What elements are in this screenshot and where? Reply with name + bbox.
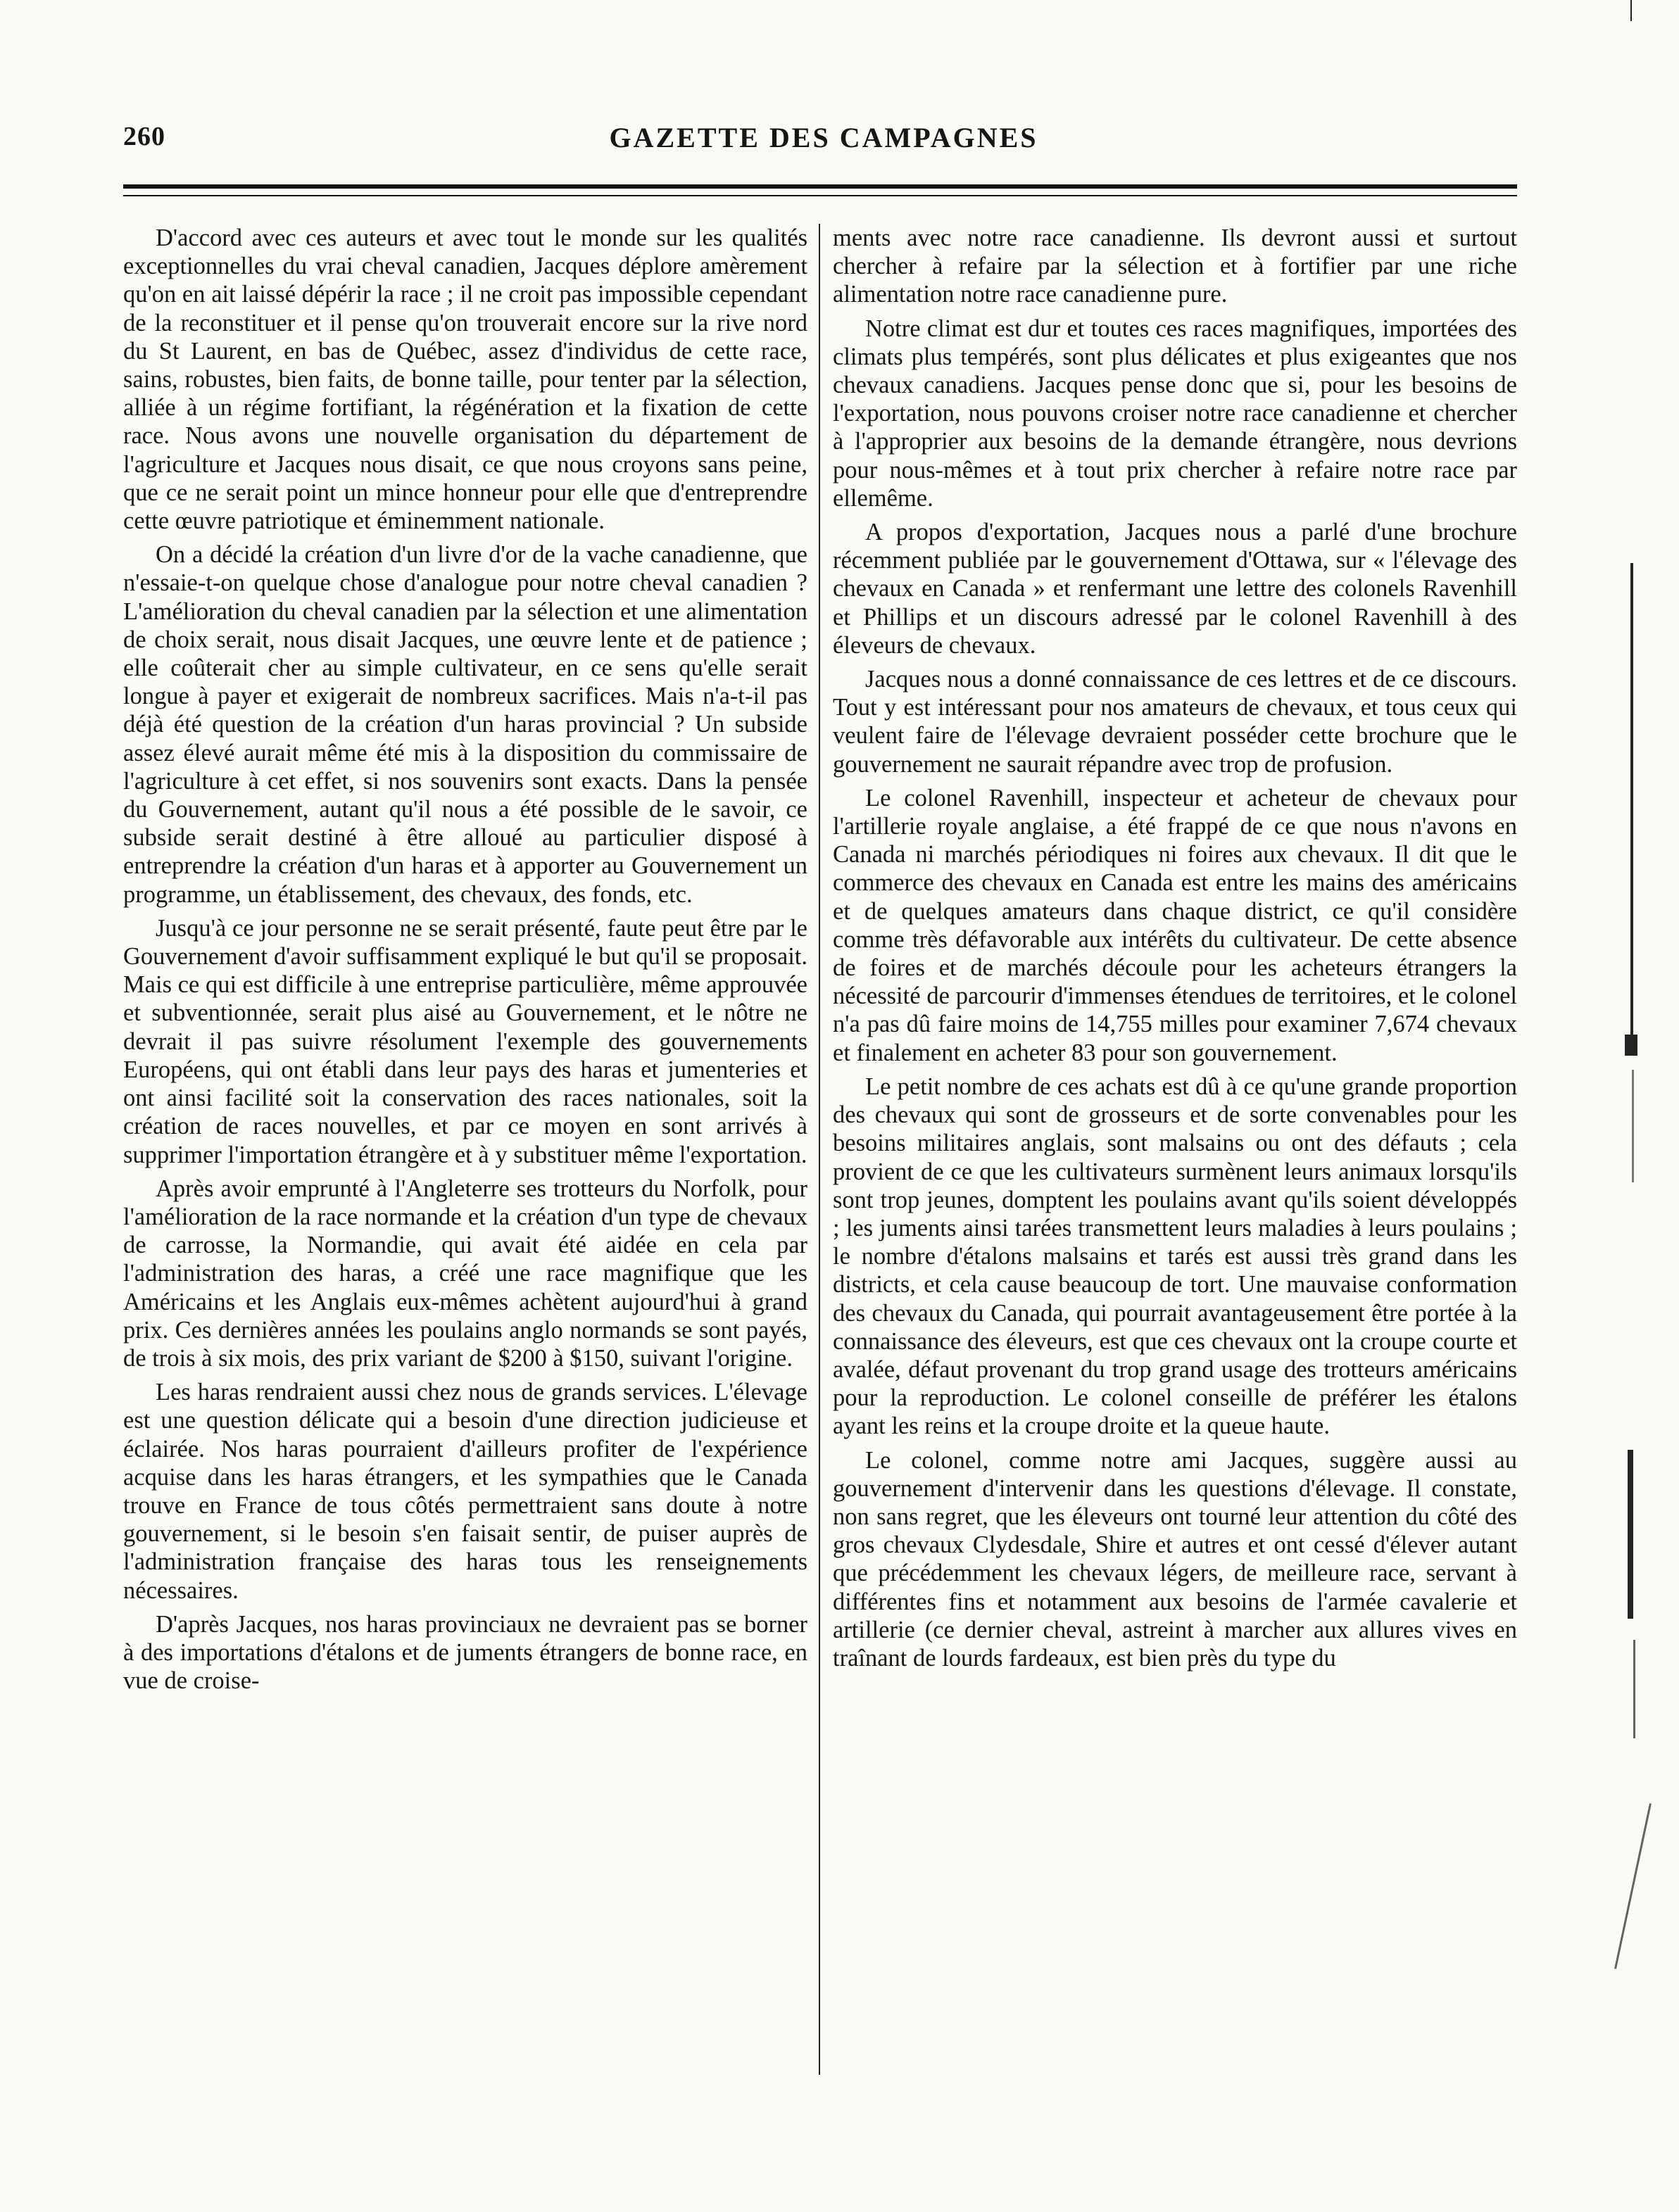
left-column (123, 224, 807, 2075)
left-paragraph-6: D'après Jacques, nos haras provinciaux ne devraient pas se borner à des importations d'étalons et de juments étrangers de bonne race, en vue de croise- (123, 1610, 807, 1695)
left-paragraph-2: On a décidé la création d'un livre d'or de la vache canadienne, que n'essaie-t-on quelque chose d'analogue pour notre cheval canadien ? L'amélioration du cheval canadien par la sélection et une alimentation de choix serait, nous disait Jacques, une œuvre lente et de patience ; elle coûterait cher au simple cultivateur, en ce sens qu'elle serait longue à payer et exigerait de nombreux sacrifices. Mais n'a-t-il pas déjà été question de la création d'un haras provincial ? Un subside assez élevé aurait même été mis à la disposition du commissaire de l'agriculture à cet effet, si nos souvenirs sont exacts. Dans la pensée du Gouvernement, autant qu'il nous a été possible de le savoir, ce subside serait destiné à être alloué au particulier disposé à entreprendre la création d'un haras et à apporter au Gouvernement un programme, un établissement, des chevaux, des fonds, etc. (123, 541, 807, 908)
page-number: 260 (123, 122, 165, 151)
left-paragraph-5: Les haras rendraient aussi chez nous de grands services. L'élevage est une question délicate qui a besoin d'une direction judicieuse et éclairée. Nos haras pourraient d'ailleurs profiter de l'expérience acquise dans les haras étrangers, et les sympathies que le Canada trouve en France de tous côtés permettraient sans doute à notre gouvernement, si le besoin s'en faisait sentir, de puiser auprès de l'administration française des haras tous les renseignements nécessaires. (123, 1379, 807, 1604)
margin-mark (1628, 1450, 1633, 1619)
header-rule-thin (123, 195, 1517, 196)
left-paragraph-4: Après avoir emprunté à l'Angleterre ses trotteurs du Norfolk, pour l'amélioration de la race normande et la création d'un type de chevaux de carrosse, la Normandie, qui avait été aidée en cela par l'administration des haras, a créé une race magnifique que les Américains et les Anglais eux-mêmes achètent aujourd'hui à grand prix. Ces dernières années les poulains anglo normands se sont payés, de trois à six mois, des prix variant de $200 à $150, suivant l'origine. (123, 1175, 807, 1372)
right-column (833, 224, 1517, 2075)
right-paragraph-4: Jacques nous a donné connaissance de ces lettres et de ce discours. Tout y est intéressant pour nos amateurs de chevaux, et tous ceux qui veulent faire de l'élevage devraient posséder cette brochure que le gouvernement ne saurait répandre avec trop de profusion. (833, 666, 1517, 778)
right-paragraph-6: Le petit nombre de ces achats est dû à ce qu'une grande proportion des chevaux qui sont de grosseurs et de sorte convenables pour les besoins militaires anglais, sont malsains ou ont des défauts ; cela provient de ce que les cultivateurs surmènent leurs animaux lorsqu'ils sont trop jeunes, domptent les poulains avant qu'ils soient développés ; les juments ainsi tarées transmettent leurs maladies à leurs poulains ; le nombre d'étalons malsains et tarés est aussi très grand dans les districts, et cela cause beaucoup de tort. Une mauvaise conformation des chevaux du Canada, qui pourrait avantageusement être portée à la connaissance des éleveurs, est que ces chevaux ont la croupe courte et avalée, défaut provenant du trop grand usage des trotteurs américains pour la reproduction. Le colonel conseille de préférer les étalons ayant les reins et la croupe droite et la queue haute. (833, 1073, 1517, 1440)
right-paragraph-3: A propos d'exportation, Jacques nous a parlé d'une brochure récemment publiée par le gouvernement d'Ottawa, sur « l'élevage des chevaux en Canada » et renfermant une lettre des colonels Ravenhill et Phillips et un discours adressé par le colonel Ravenhill à des éleveurs de chevaux. (833, 519, 1517, 659)
margin-mark (1625, 1035, 1637, 1056)
right-paragraph-2: Notre climat est dur et toutes ces races magnifiques, importées des climats plus tempérés, sont plus délicates et plus exigeantes que nos chevaux canadiens. Jacques pense donc que si, pour les besoins de l'exportation, nous pouvons croiser notre race canadienne et chercher à l'approprier aux besoins de la demande étrangère, nous devrions pour nous-mêmes et à tout prix chercher à refaire notre race par ellemême. (833, 315, 1517, 512)
left-paragraph-1: D'accord avec ces auteurs et avec tout le monde sur les qualités exceptionnelles du vrai cheval canadien, Jacques déplore amèrement qu'on en ait laissé dépérir la race ; il ne croit pas impossible cependant de la reconstituer et il pense qu'on trouverait encore sur la rive nord du St Laurent, en bas de Québec, assez d'individus de cette race, sains, robustes, bien faits, de bonne taille, pour tenter par la sélection, alliée à un régime fortifiant, la régénération et la fixation de cette race. Nous avons une nouvelle organisation du département de l'agriculture et Jacques nous disait, ce que nous croyons sans peine, que ce ne serait point un mince honneur pour elle que d'entreprendre cette œuvre patriotique et éminemment nationale. (123, 225, 807, 535)
right-paragraph-1: ments avec notre race canadienne. Ils devront aussi et surtout chercher à refaire par la sélection et à fortifier par une riche alimentation notre race canadienne pure. (833, 225, 1517, 308)
margin-mark (1614, 1803, 1652, 1968)
margin-mark (1630, 0, 1632, 21)
left-paragraph-3: Jusqu'à ce jour personne ne se serait présenté, faute peut être par le Gouvernement d'avoir suffisamment expliqué le but qu'il se proposait. Mais ce qui est difficile à une entreprise particulière, même approuvée et subventionnée, serait plus aisé au Gouvernement, et le nôtre ne devrait il pas suivre résolument l'exemple des gouvernements Européens, qui ont établi dans leur pays des haras et jumenteries et ont ainsi facilité soit la conservation des races nationales, soit la création de races nouvelles, et par ce moyen en sont arrivés à supprimer l'importation étrangère et à y substituer même l'exportation. (123, 914, 807, 1168)
margin-mark (1633, 1640, 1635, 1738)
column-divider (819, 224, 820, 2075)
margin-mark (1632, 1070, 1634, 1182)
right-paragraph-5: Le colonel Ravenhill, inspecteur et acheteur de chevaux pour l'artillerie royale anglaise, a été frappé de ce que nous n'avons en Canada ni marchés périodiques ni foires aux chevaux. Il dit que le commerce des chevaux en Canada est entre les mains des américains et de quelques amateurs dans chaque district, ce qu'il considère comme très défavorable aux intérêts du cultivateur. De cette absence de foires et de marchés découle pour les acheteurs étrangers la nécessité de parcourir d'immenses étendues de territoires, et le colonel n'a pas dû faire moins de 14,755 milles pour examiner 7,674 chevaux et finalement en acheter 83 pour son gouvernement. (833, 784, 1517, 1066)
running-title: GAZETTE DES CAMPAGNES (609, 122, 1038, 153)
right-paragraph-7: Le colonel, comme notre ami Jacques, suggère aussi au gouvernement d'intervenir dans les questions d'élevage. Il constate, non sans regret, que les éleveurs ont tourné leur attention du côté des gros chevaux Clydesdale, Shire et autres et ont cessé d'élever autant que précédemment les chevaux légers, de meilleure race, servant à différentes fins et notamment aux besoins de l'armée cavalerie et artillerie (ce dernier cheval, astreint à marcher aux allures vives en traînant de lourds fardeaux, est bien près du type du (833, 1446, 1517, 1671)
header-rule-thick (123, 184, 1517, 189)
margin-mark (1630, 563, 1633, 1056)
